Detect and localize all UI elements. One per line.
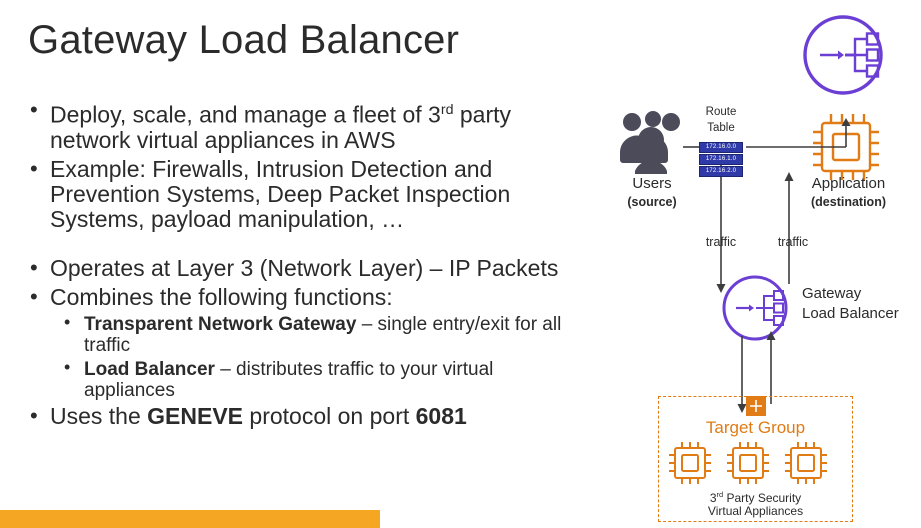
route-table [699, 142, 743, 178]
list-item: • Operates at Layer 3 (Network Layer) – IP Packets [24, 256, 569, 281]
list-item: • Uses the GENEVE protocol on port 6081 [24, 404, 569, 429]
route-table-row: 172.16.2.0 [699, 166, 743, 177]
list-item-rest: – single entry/exit for all traffic [84, 313, 562, 356]
page-title: Gateway Load Balancer [28, 18, 460, 62]
gateway-label-line2: Load Balancer [802, 305, 899, 322]
ribbon-band-dark [0, 510, 380, 528]
ordinal-suffix: rd [440, 102, 454, 118]
list-item [54, 314, 569, 356]
ordinal-suffix: rd [716, 490, 724, 499]
protocol-port: 6081 [415, 402, 467, 429]
gateway-load-balancer-node-icon [724, 277, 786, 339]
traffic-label-right: traffic [777, 235, 809, 249]
protocol-name: GENEVE [147, 402, 244, 429]
list-item: • Example: Firewalls, Intrusion Detection and Prevention Systems, Deep Packet Inspection Systems, payload manipulation, … [24, 157, 569, 232]
traffic-label-left: traffic [705, 235, 737, 249]
target-group-caption-line1: 3rd Party Security [709, 490, 802, 505]
route-table-row: 172.16.1.0 [699, 154, 743, 165]
users-sublabel: (source) [627, 195, 677, 209]
list-item-rest: – distributes traffic to your virtual appliances [84, 358, 494, 401]
users-label: Users [632, 175, 672, 192]
list-item [54, 359, 569, 401]
gateway-load-balancer-logo [805, 17, 881, 93]
list-item-emphasis: Transparent Network Gateway [84, 313, 357, 335]
route-table-label-line1: Route [705, 106, 737, 118]
decorative-ribbon [0, 474, 380, 528]
spacer [24, 236, 569, 256]
application-sublabel: (destination) [811, 195, 886, 209]
arrowhead-users-to-gwlb [717, 284, 726, 293]
target-group-caption-line2: Virtual Appliances [707, 504, 804, 518]
architecture-diagram [590, 0, 921, 528]
list-item: • Combines the following functions: [24, 285, 569, 310]
list-item-emphasis: Load Balancer [84, 358, 215, 380]
target-group-label: Target Group [705, 418, 806, 437]
list-item: • Deploy, scale, and manage a fleet of 3rd party network virtual appliances in AWS [24, 98, 569, 153]
application-label: Application [811, 175, 886, 192]
route-table-label-line2: Table [707, 122, 735, 134]
gateway-label-line1: Gateway [802, 285, 862, 302]
bullet-list [24, 98, 569, 433]
route-table-row: 172.16.0.0 [699, 142, 743, 153]
users-icon [620, 111, 680, 174]
